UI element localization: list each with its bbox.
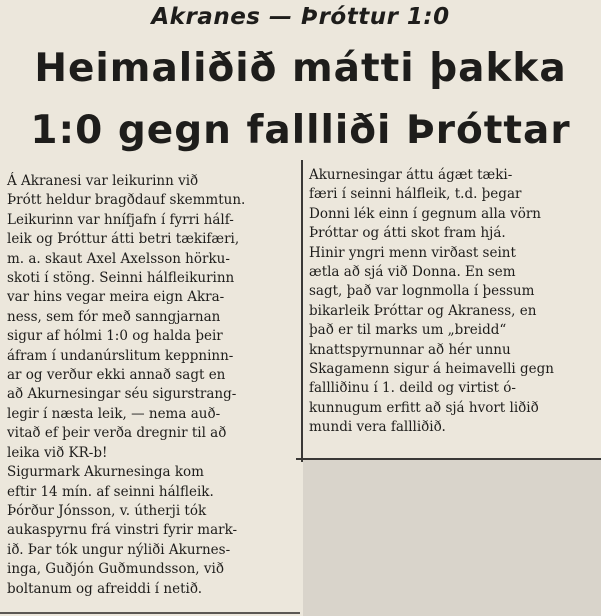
- article-text-line: Skagamenn sigur á heimavelli gegn: [309, 361, 554, 378]
- headline-line-1: Heimaliðið mátti þakka: [34, 46, 567, 91]
- article-text-line: mundi vera fallliðið.: [309, 419, 446, 436]
- article-text-line: Akurnesingar áttu ágæt tæki-: [309, 167, 513, 183]
- article-text-line: Á Akranesi var leikurinn við: [7, 173, 199, 189]
- article-text-line: inga, Guðjón Guðmundsson, við: [7, 561, 224, 578]
- article-text-line: sagt, það var lognmolla í þessum: [309, 283, 535, 300]
- article-text-line: leik og Þróttur átti betri tækifæri,: [7, 231, 240, 248]
- article-text-line: knattspyrnunnar að hér unnu: [309, 341, 511, 358]
- article-text-line: Hinir yngri menn virðast seint: [309, 244, 516, 261]
- bottom-rule: [0, 612, 300, 614]
- article-text-line: Donni lék einn í gegnum alla vörn: [309, 205, 542, 222]
- match-kicker: Akranes — Þróttur 1:0: [151, 4, 450, 30]
- article-text-line: boltanum og afreiddi í netið.: [7, 580, 203, 597]
- headline-line-2: 1:0 gegn fallliði Þróttar: [30, 108, 571, 153]
- article-text-line: kunnugum erfitt að sjá hvort liðið: [309, 399, 539, 416]
- article-text-line: ar og verður ekki annað sagt en: [7, 367, 226, 384]
- article-text-line: aukaspyrnu frá vinstri fyrir mark-: [7, 522, 238, 539]
- article-text-line: það er til marks um „breidd“: [309, 322, 507, 339]
- article-text-line: sigur af hólmi 1:0 og halda þeir: [7, 328, 223, 345]
- empty-area: [303, 460, 601, 616]
- article-text-line: færi í seinni hálfleik, t.d. þegar: [309, 186, 522, 203]
- column-divider: [301, 160, 303, 462]
- article-text-line: Þórður Jónsson, v. útherji tók: [7, 502, 207, 519]
- article-text-line: ið. Þar tók ungur nýliði Akurnes-: [7, 541, 231, 558]
- article-text-line: leika við KR-b!: [7, 444, 108, 461]
- article-text-line: skoti í stöng. Seinni hálfleikurinn: [7, 270, 235, 287]
- article-text-line: áfram í undanúrslitum keppninn-: [7, 347, 234, 364]
- article-text-line: legir í næsta leik, — nema auð-: [7, 405, 221, 422]
- article-text-line: var hins vegar meira eign Akra-: [7, 289, 225, 306]
- article-text-line: að Akurnesingar séu sigurstrang-: [7, 386, 237, 403]
- article-text-line: Sigurmark Akurnesinga kom: [7, 464, 204, 481]
- article-text-line: m. a. skaut Axel Axelsson hörku-: [7, 250, 230, 267]
- article-text-line: ness, sem fór með sanngjarnan: [7, 308, 221, 325]
- article-text-line: Þróttar og átti skot fram hjá.: [309, 225, 506, 242]
- article-text-line: ætla að sjá við Donna. En sem: [309, 264, 516, 281]
- article-text-line: Leikurinn var hnífjafn í fyrri hálf-: [7, 211, 234, 228]
- left-column-text: [7, 172, 298, 599]
- article-text-line: fallliðinu í 1. deild og virtist ó-: [309, 380, 516, 397]
- article-text-line: bikarleik Þróttar og Akraness, en: [309, 302, 537, 319]
- article-text-line: eftir 14 mín. af seinni hálfleik.: [7, 483, 214, 500]
- right-column-text: [309, 166, 597, 438]
- article-text-line: Þrótt heldur bragðdauf skemmtun.: [7, 192, 246, 209]
- article-text-line: vitað ef þeir verða dregnir til að: [7, 425, 227, 442]
